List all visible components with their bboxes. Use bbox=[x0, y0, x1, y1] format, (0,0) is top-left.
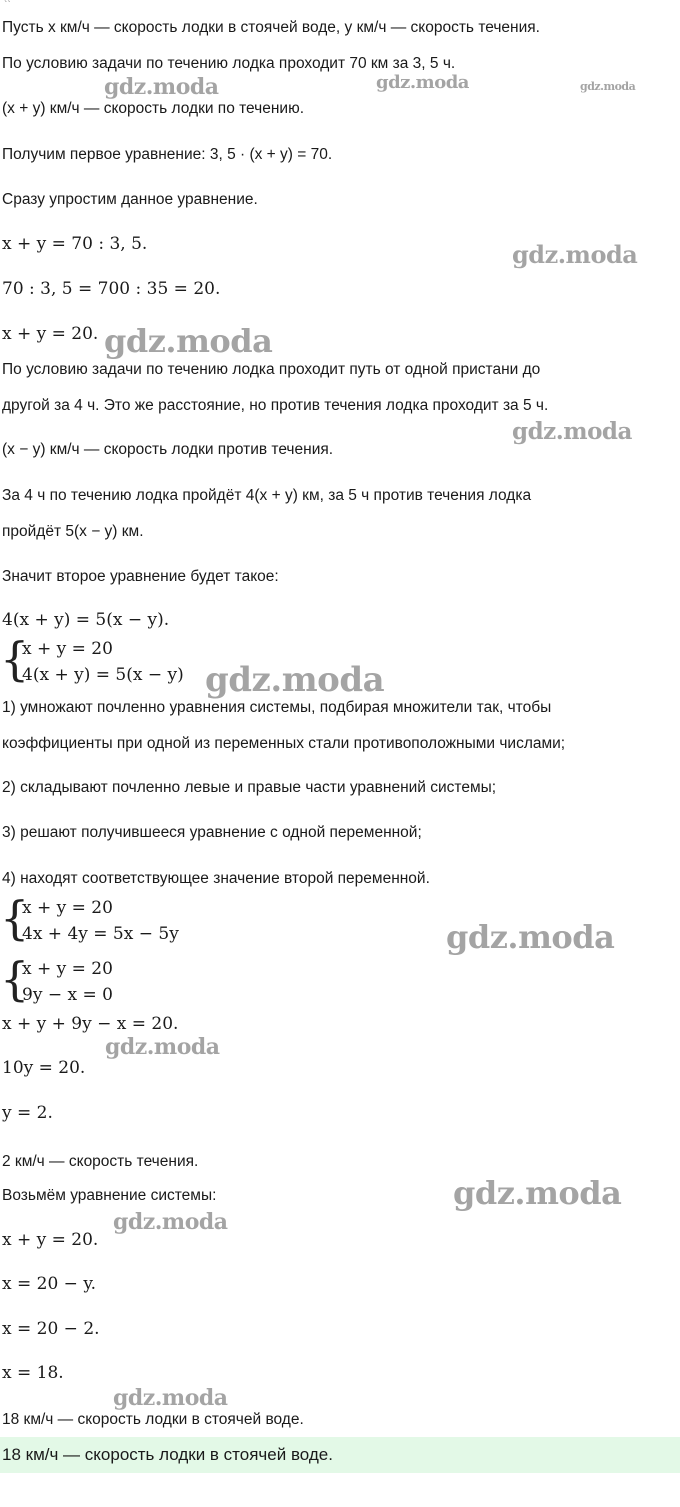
watermark: gdz.moda bbox=[512, 240, 638, 269]
equation-line: 4(x + y) = 5(x − y). bbox=[2, 610, 170, 630]
watermark: gdz.moda bbox=[104, 74, 219, 100]
watermark: gdz.moda bbox=[453, 1174, 622, 1212]
watermark: gdz.moda bbox=[512, 418, 632, 445]
system-row: x + y = 20 bbox=[22, 898, 113, 918]
equation-line: 70 : 3, 5 = 700 : 35 = 20. bbox=[2, 279, 221, 299]
watermark: gdz.moda bbox=[113, 1209, 228, 1235]
equation-line: x + y = 20. bbox=[2, 324, 99, 344]
method-step: 3) решают получившееся уравнение с одной переменной; bbox=[2, 824, 422, 841]
equation-line: x + y + 9y − x = 20. bbox=[2, 1014, 179, 1034]
equation-line: x = 20 − y. bbox=[2, 1274, 97, 1294]
equation-line: y = 2. bbox=[2, 1103, 53, 1123]
corner-mark: `` bbox=[4, 0, 11, 11]
solution-line: Получим первое уравнение: 3, 5 · (x + y) = 70. bbox=[2, 146, 333, 163]
equation-line: x + y = 70 : 3, 5. bbox=[2, 234, 148, 254]
system-row: 9y − x = 0 bbox=[22, 985, 113, 1005]
system-brace: { bbox=[0, 632, 30, 686]
watermark: gdz.moda bbox=[113, 1385, 228, 1411]
system-row: 4x + 4y = 5x − 5y bbox=[22, 924, 179, 944]
solution-line: (x + y) км/ч — скорость лодки по течению. bbox=[2, 100, 305, 117]
watermark: gdz.moda bbox=[580, 80, 636, 93]
watermark: gdz.moda bbox=[446, 918, 615, 956]
answer-box bbox=[0, 1437, 680, 1473]
watermark: gdz.moda bbox=[105, 1034, 220, 1060]
method-step: 4) находят соответствующее значение второй переменной. bbox=[2, 870, 430, 887]
solution-line: пройдёт 5(x − y) км. bbox=[2, 523, 144, 540]
equation-line: 10y = 20. bbox=[2, 1058, 86, 1078]
solution-line: 2 км/ч — скорость течения. bbox=[2, 1153, 199, 1170]
watermark: gdz.moda bbox=[104, 322, 273, 360]
solution-line: Значит второе уравнение будет такое: bbox=[2, 568, 279, 585]
method-step: коэффициенты при одной из переменных стали противоположными числами; bbox=[2, 735, 566, 752]
method-step: 2) складывают почленно левые и правые части уравнений системы; bbox=[2, 779, 497, 796]
system-row: 4(x + y) = 5(x − y) bbox=[22, 665, 184, 685]
solution-line: (x − y) км/ч — скорость лодки против течения. bbox=[2, 441, 334, 458]
answer-text: 18 км/ч — скорость лодки в стоячей воде. bbox=[2, 1445, 333, 1464]
solution-line: За 4 ч по течению лодка пройдёт 4(x + y) км, за 5 ч против течения лодка bbox=[2, 487, 532, 504]
system-brace: { bbox=[0, 952, 30, 1006]
equation-line: x = 18. bbox=[2, 1363, 64, 1383]
method-step: 1) умножают почленно уравнения системы, подбирая множители так, чтобы bbox=[2, 699, 552, 716]
watermark: gdz.moda bbox=[376, 72, 469, 93]
equation-line: x + y = 20. bbox=[2, 1230, 99, 1250]
watermark: gdz.moda bbox=[205, 660, 385, 700]
equation-line: x = 20 − 2. bbox=[2, 1319, 100, 1339]
solution-line: 18 км/ч — скорость лодки в стоячей воде. bbox=[2, 1411, 304, 1428]
solution-line: Возьмём уравнение системы: bbox=[2, 1187, 217, 1204]
system-row: x + y = 20 bbox=[22, 639, 113, 659]
solution-line: По условию задачи по течению лодка проходит путь от одной пристани до bbox=[2, 361, 541, 378]
system-brace: { bbox=[0, 891, 30, 945]
solution-line: По условию задачи по течению лодка проходит 70 км за 3, 5 ч. bbox=[2, 55, 456, 72]
solution-line: другой за 4 ч. Это же расстояние, но против течения лодка проходит за 5 ч. bbox=[2, 397, 549, 414]
solution-line: Сразу упростим данное уравнение. bbox=[2, 191, 258, 208]
system-row: x + y = 20 bbox=[22, 959, 113, 979]
solution-line: Пусть x км/ч — скорость лодки в стоячей воде, y км/ч — скорость течения. bbox=[2, 19, 540, 36]
